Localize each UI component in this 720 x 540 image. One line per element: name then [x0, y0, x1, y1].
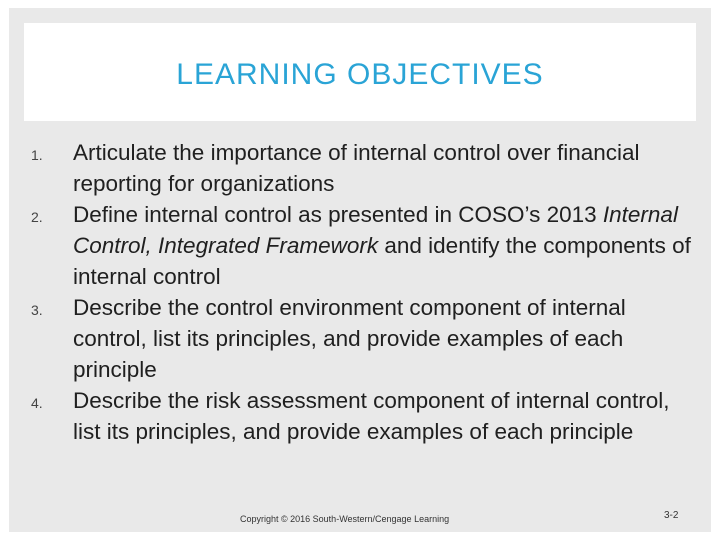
objective-text: and identify the components of internal control — [73, 233, 691, 289]
copyright-footer: Copyright © 2016 South-Western/Cengage Learning — [240, 514, 450, 524]
slide-title: LEARNING OBJECTIVES — [176, 58, 544, 91]
objective-item — [24, 385, 696, 447]
objective-number: 1. — [31, 147, 43, 163]
objective-item — [24, 137, 696, 199]
objective-italic-text: Internal Control, Integrated Framework — [73, 202, 678, 258]
page-number: 3-2 — [664, 510, 679, 521]
title-box — [24, 23, 696, 121]
objective-item — [24, 199, 696, 292]
objective-number: 3. — [31, 302, 43, 318]
objective-item — [24, 292, 696, 385]
objective-text: Describe the risk assessment component of internal control, list its principles, and provide examples of each principle — [73, 388, 670, 444]
objective-text: Define internal control as presented in COSO’s 2013 — [73, 202, 603, 227]
objective-number: 2. — [31, 209, 43, 225]
objectives-list — [24, 137, 696, 447]
objective-text: Describe the control environment component of internal control, list its principles, and provide examples of each principle — [73, 295, 626, 382]
objective-number: 4. — [31, 395, 43, 411]
objective-text: Articulate the importance of internal control over financial reporting for organizations — [73, 140, 640, 196]
